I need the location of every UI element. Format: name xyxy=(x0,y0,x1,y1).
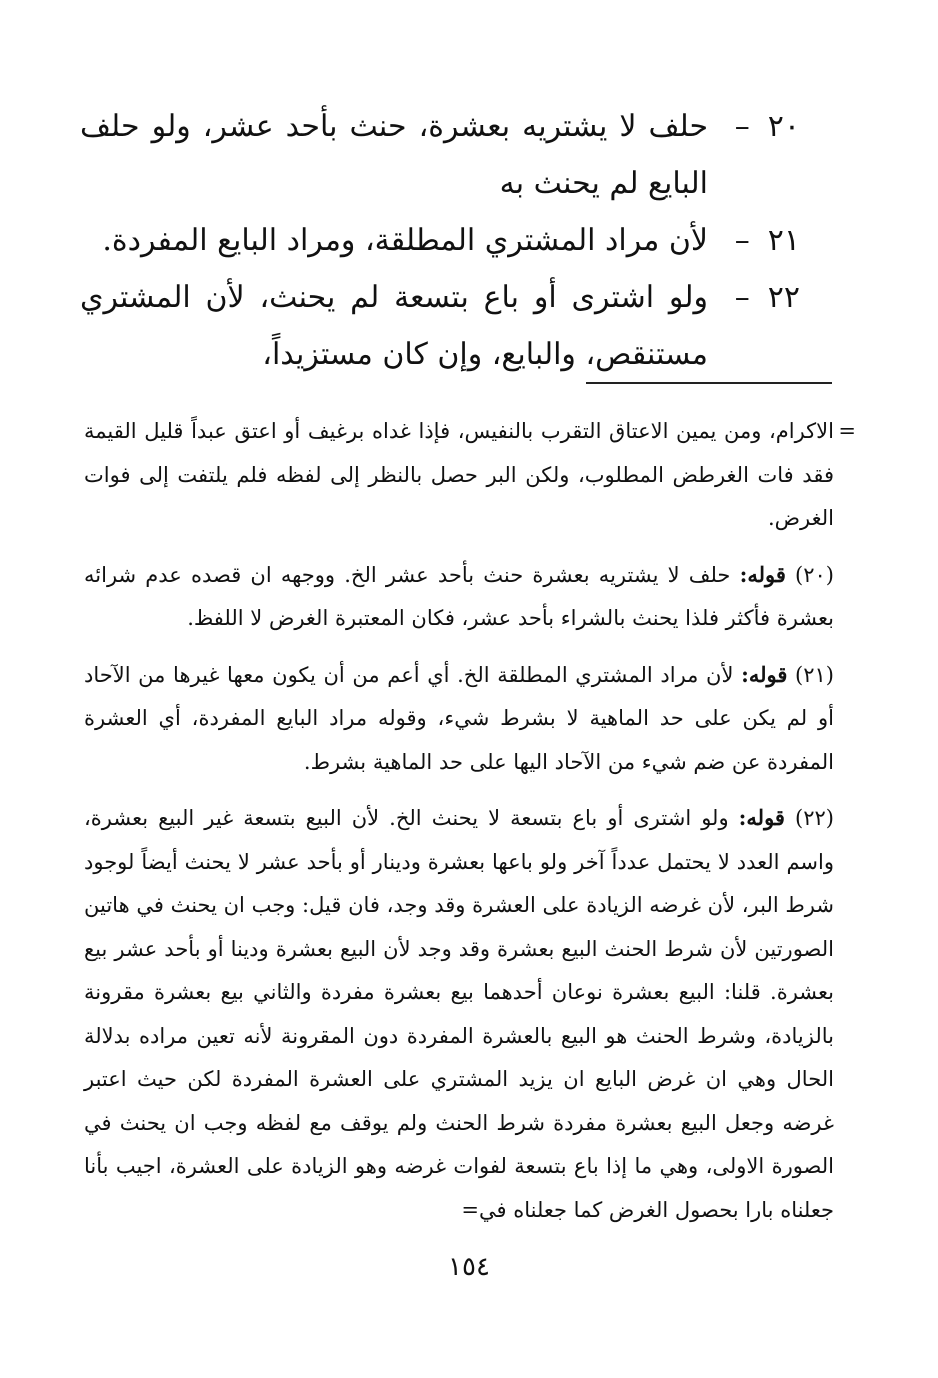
footnote-21 xyxy=(84,653,834,785)
main-item-22 xyxy=(80,269,800,383)
footnote-text: لأن مراد المشتري المطلقة الخ. أي أعم من أن يكون معها غيرها من الآحاد أو لم يكن على حد الماهية لا بشرط شيء، وقوله مراد البايع المفردة، أي العشرة المفردة عن ضم شيء من الآحاد اليها على حد الماهية بشرط. xyxy=(84,662,834,774)
footnote-ref: (٢١) xyxy=(795,662,834,687)
item-number: ٢٢– xyxy=(734,280,800,315)
continuation-mark: = xyxy=(838,419,856,443)
item-number: ٢١– xyxy=(734,223,800,258)
footnotes xyxy=(84,410,856,1244)
footnote-ref: (٢٢) xyxy=(795,806,834,830)
footnote-20 xyxy=(84,553,834,641)
main-text xyxy=(80,98,800,383)
item-number: ٢٠– xyxy=(734,109,800,144)
footnote-label: قوله: xyxy=(741,661,788,687)
main-item-21 xyxy=(80,212,800,269)
footnote-text: الاكرام، ومن يمين الاعتاق التقرب بالنفيس، فإذا غداه برغيف أو اعتق عبداً قليل القيمة فقد فات الغرطض المطلوب، ولكن البر حصل بالنظر إلى لفظه فلم يلتفت إلى فوات الغرض. xyxy=(84,419,834,530)
footnote-text: حلف لا يشتريه بعشرة حنث بأحد عشر الخ. ووجهه ان قصده عدم شرائه بعشرة فأكثر فلذا يحنث بالشراء بأحد عشر، فكان المعتبرة الغرض لا اللفظ. xyxy=(84,562,834,630)
footnote-divider xyxy=(586,382,832,384)
item-text: ولو اشترى أو باع بتسعة لم يحنث، لأن المشتري مستنقص، والبايع، وإن كان مستزيداً، xyxy=(80,280,708,372)
footnote-22 xyxy=(84,796,834,1232)
main-item-20 xyxy=(80,98,800,212)
footnote-continuation xyxy=(84,410,856,541)
footnote-label: قوله: xyxy=(739,561,786,587)
footnote-text: ولو اشترى أو باع بتسعة لا يحنث الخ. لأن البيع بتسعة غير البيع بعشرة، واسم العدد لا يحتمل عدداً آخر ولو باعها بعشرة ودينار أو بأحد عشر لا يحنث أيضاً لوجود شرط البر، لأن غرضه الزيادة على العشرة وقد وجد، فان قيل: وجب ان يحنث في هاتين الصورتين لأن شرط الحنث البيع بعشرة وقد وجد لأن البيع بعشرة ودينا أو بأحد عشر بيع بعشرة. قلنا: البيع بعشرة نوعان أحدهما بيع بعشرة مفردة والثاني بيع بعشرة مقرونة بالزيادة، وشرط الحنث هو البيع بالعشرة المفردة دون المقرونة لأنه تعين مراده بدلالة الحال وهي ان غرض البايع ان يزيد المشتري على العشرة المفردة لكن حيث اعتبر غرضه وجعل البيع بعشرة مفردة شرط الحنث ولم يوقف مع لفظه وجب ان يحنث في الصورة الاولى، وهي ما إذا باع بتسعة لفوات غرضه وهو الزيادة على العشرة، اجيب بأنا جعلناه بارا بحصول الغرض كما جعلناه في= xyxy=(84,806,834,1222)
footnote-ref: (٢٠) xyxy=(795,562,834,587)
page-number: ١٥٤ xyxy=(448,1252,490,1282)
item-text: حلف لا يشتريه بعشرة، حنث بأحد عشر، ولو حلف البايع لم يحنث به xyxy=(80,109,708,201)
item-text: لأن مراد المشتري المطلقة، ومراد البايع المفردة. xyxy=(102,223,708,258)
footnote-label: قوله: xyxy=(738,805,785,830)
